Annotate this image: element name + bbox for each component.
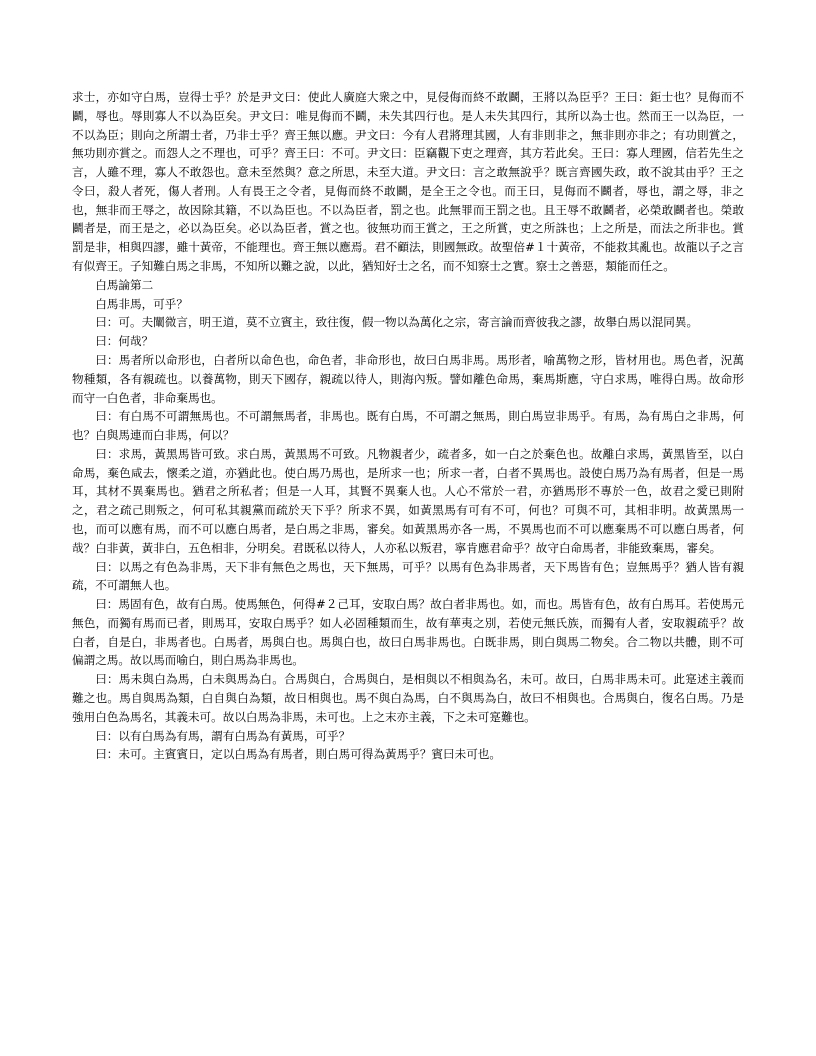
- document-body: [72, 88, 744, 764]
- paragraph: 曰：馬固有色，故有白馬。使馬無色，何得#２己耳，安取白馬？故白者非馬也。如，而也。馬皆有色，故有白馬耳。若使馬元無色，而獨有馬而已者，則馬耳，安取白馬乎？如人必固種類而生，故有華夷之別，若使元無氏族，而獨有人者，安取親疏乎？故白者，自是白，非馬者也。白馬者，馬與白也。馬與白也，故曰白馬非馬也。白既非馬，則白與馬二物矣。合二物以共體，則不可偏謂之馬。故以馬而喻白，則白馬為非馬也。: [72, 597, 744, 668]
- paragraph: 曰：可。夫闡微言，明王道，莫不立賓主，致往復，假一物以為萬化之宗，寄言論而齊彼我之謬，故舉白馬以混同異。: [95, 315, 699, 330]
- paragraph: 曰：何哉？: [95, 334, 154, 349]
- paragraph: 曰：馬未與白為馬，白未與馬為白。合馬與白，合馬與白，是相與以不相與為名，未可。故曰，白馬非馬未可。此寔述主義而難之也。馬自與馬為類，白自與白為類，故日相與也。馬不與白為馬，白不與馬為白，故曰不相與也。合馬與白，復名白馬。乃是強用白色為馬名，其義未可。故以白馬為非馬，未可也。上之末亦主義，下之未可寔難也。: [72, 672, 744, 724]
- paragraph: 曰：以有白馬為有馬，謂有白馬為有黃馬，可乎？: [95, 728, 351, 743]
- paragraph: 曰：有白馬不可謂無馬也。不可謂無馬者，非馬也。既有白馬，不可謂之無馬，則白馬豈非馬乎。有馬，為有馬白之非馬，何也？白與馬連而白非馬，何以？: [72, 409, 744, 443]
- paragraph: 曰：馬者所以命形也，白者所以命色也，命色者，非命形也，故曰白馬非馬。馬形者，喻萬物之形，皆材用也。馬色者，況萬物種類，各有親疏也。以養萬物，則天下國存，親疏以待人，則海內叛。譬如離色命馬，棄馬斯應，守白求馬，唯得白馬。故命形而守一白色者，非命棄馬也。: [72, 352, 744, 405]
- paragraph: 曰：未可。主賓賓日，定以白馬為有馬者，則白馬可得為黃馬乎？賓曰未可也。: [95, 747, 501, 762]
- paragraph: 求士，亦如守白馬，豈得士乎？於是尹文曰：使此人廣庭大衆之中，見侵侮而終不敢鬬，王將以為臣乎？王曰：鉅士也？見侮而不鬬，辱也。辱則寡人不以為臣矣。尹文曰：唯見侮而不鬬，未失其四行也。是人未失其四行，其所以為士也。然而王一以為臣，一不以為臣；則向之所謂士者，乃非士乎？齊王無以應。尹文曰：今有人君將理其國，人有非則非之，無非則亦非之；有功則賞之，無功則亦賞之。而怨人之不理也，可乎？齊王曰：不可。尹文曰：臣竊觀下吏之理齊，其方若此矣。王曰：寡人理國，信若先生之言，人雖不理，寡人不敢怨也。意未至然與？意之所思，未至大道。尹文曰：言之敢無說乎？既言齊國失政，敢不說其由乎？王之令曰，殺人者死，傷人者刑。人有畏王之令者，見侮而終不敢鬬，是全王之令也。而王曰，見侮而不鬬者，辱也，謂之辱，非之也，無非而王辱之，故因除其籍，不以為臣也。不以為臣者，罰之也。此無罪而王罰之也。且王辱不敢鬬者，必榮敢鬬者也。榮敢鬬者是，而王是之，必以為臣矣。必以為臣者，賞之也。彼無功而王賞之，王之所賞，吏之所誅也；上之所是，而法之所非也。賞罰是非，相與四謬，雖十黃帝，不能理也。齊王無以應焉。君不顧法，則國無政。故聖倍#１十黃帝，不能救其亂也。故龍以子之言有似齊王。子知難白馬之非馬，不知所以難之說，以此，猶知好士之名，而不知察士之實。察士之善惡，類能而任之。: [72, 90, 744, 274]
- section-heading: 白馬論第二: [95, 277, 154, 292]
- paragraph: 曰：以馬之有色為非馬，天下非有無色之馬也，天下無馬，可乎？以馬有色為非馬者，天下馬皆有色；豈無馬乎？猶人皆有親疏，不可謂無人也。: [72, 559, 744, 593]
- paragraph: 曰：求馬，黃黑馬皆可致。求白馬，黃黑馬不可致。凡物親者少，疏者多，如一白之於棄色也。故離白求馬，黃黑皆至，以白命馬，棄色咸去，懷柔之道，亦猶此也。使白馬乃馬也，是所求一也；所求一者，白者不異馬也。設使白馬乃為有馬者，但是一馬耳，其材不異棄馬也。猶君之所私者；但是一人耳，其賢不異棄人也。人心不常於一君，亦猶馬形不專於一色，故君之愛已則附之，君之疏己則叛之，何可私其親黨而疏於天下乎？所求不異，如黃黑馬有可有不可，何也？可與不可，其相非明。故黃黑馬一也，而可以應有馬，而不可以應白馬者，是白馬之非馬，審矣。如黃黑馬亦各一馬，不異馬也而不可以應棄馬不可以應白馬者，何哉？白非黃，黃非白，五色相非，分明矣。君既私以待人，人亦私以叛君，寧肯應君命乎？故守白命馬者，非能致棄馬，審矣。: [72, 446, 744, 555]
- paragraph: 白馬非馬，可乎？: [95, 296, 188, 311]
